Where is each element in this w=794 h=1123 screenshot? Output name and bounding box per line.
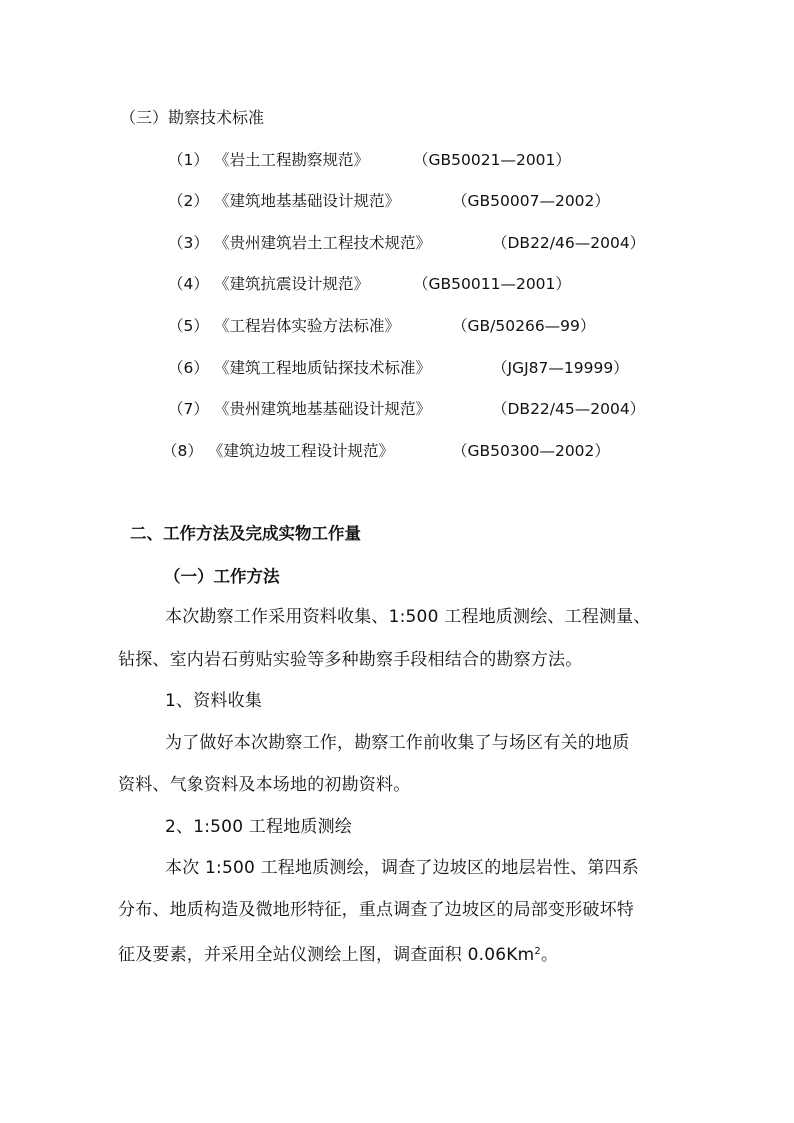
standard-item xyxy=(168,232,431,254)
standard-code: （DB22/46—2004） xyxy=(492,234,646,252)
standard-name: 《建筑抗震设计规范》 xyxy=(214,275,370,293)
paragraph-line: 资料、气象资料及本场地的初勘资料。 xyxy=(118,775,411,795)
standard-item xyxy=(168,398,431,420)
standard-name: 《岩土工程勘察规范》 xyxy=(214,151,370,169)
section-1-title: （一）工作方法 xyxy=(164,567,280,586)
item-2-title: 2、1:500 工程地质测绘 xyxy=(165,817,353,837)
standard-name: 《工程岩体实验方法标准》 xyxy=(214,317,401,335)
standard-code: （GB50007—2002） xyxy=(452,192,610,210)
chapter-2-title: 二、工作方法及完成实物工作量 xyxy=(130,524,361,543)
paragraph-line: 本次 1:500 工程地质测绘，调查了边坡区的地层岩性、第四系 xyxy=(165,858,639,878)
paragraph-end: 。 xyxy=(540,945,559,965)
paragraph-line: 本次勘察工作采用资料收集、1:500 工程地质测绘、工程测量、 xyxy=(165,607,651,627)
standard-code: （GB50011—2001） xyxy=(413,275,571,293)
standard-item xyxy=(162,440,394,462)
item-1-title: 1、资料收集 xyxy=(165,691,263,711)
standard-code: （JGJ87—19999） xyxy=(492,359,629,377)
standard-name: 《贵州建筑地基基础设计规范》 xyxy=(214,400,432,418)
standard-code: （GB50300—2002） xyxy=(452,442,610,460)
standard-code: （DB22/45—2004） xyxy=(492,400,646,418)
standard-number: （3） xyxy=(168,234,209,252)
section-3-title: （三）勘察技术标准 xyxy=(120,108,265,127)
standard-number: （5） xyxy=(168,317,209,335)
standard-name: 《建筑边坡工程设计规范》 xyxy=(208,442,395,460)
standard-name: 《建筑地基基础设计规范》 xyxy=(214,192,401,210)
standard-item xyxy=(168,149,369,171)
standard-number: （4） xyxy=(168,275,209,293)
paragraph-line: 分布、地质构造及微地形特征，重点调查了边坡区的局部变形破坏特 xyxy=(118,900,634,920)
paragraph-text: 征及要素，并采用全站仪测绘上图，调查面积 0.06Km xyxy=(118,945,535,965)
standard-code: （GB/50266—99） xyxy=(452,317,596,335)
standard-number: （6） xyxy=(168,359,209,377)
standard-item xyxy=(168,273,369,295)
standard-item xyxy=(168,315,400,337)
standard-number: （7） xyxy=(168,400,209,418)
standard-name: 《贵州建筑岩土工程技术规范》 xyxy=(214,234,432,252)
superscript: 2 xyxy=(534,946,541,957)
standard-item xyxy=(168,357,431,379)
paragraph-line: 为了做好本次勘察工作，勘察工作前收集了与场区有关的地质 xyxy=(165,733,630,753)
standard-item xyxy=(168,190,400,212)
standard-code: （GB50021—2001） xyxy=(413,151,571,169)
standard-name: 《建筑工程地质钻探技术标准》 xyxy=(214,359,432,377)
standard-number: （2） xyxy=(168,192,209,210)
paragraph-line xyxy=(118,941,558,966)
paragraph-line: 钻探、室内岩石剪贴实验等多种勘察手段相结合的勘察方法。 xyxy=(118,650,583,670)
standard-number: （8） xyxy=(162,442,203,460)
standard-number: （1） xyxy=(168,151,209,169)
